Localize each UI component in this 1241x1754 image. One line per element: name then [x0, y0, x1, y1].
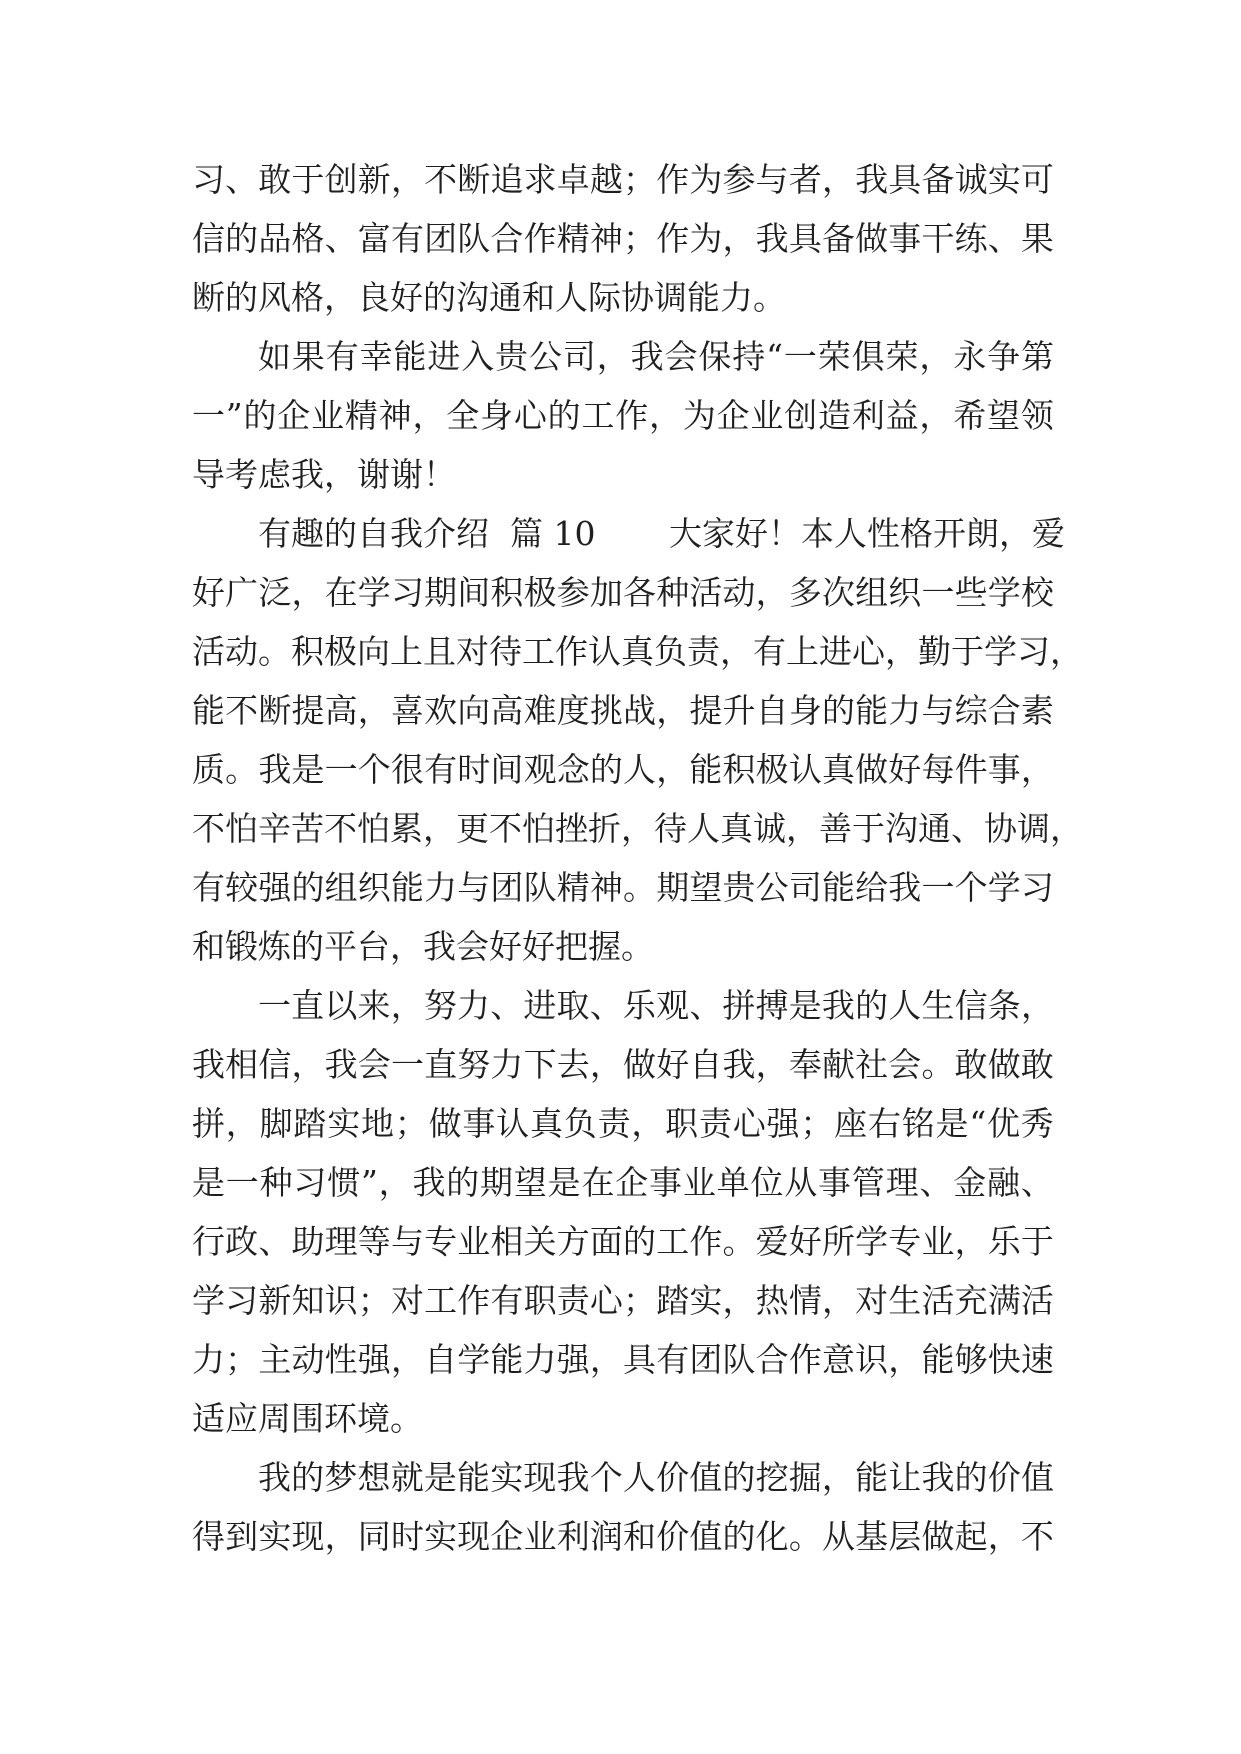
text-line: 和锻炼的平台，我会好好把握。	[192, 927, 654, 966]
text-line: 好 广 泛 ， 在 学 习 期 间 积 极 参 加 各 种 活 动 ， 多 次 组 织 一 些 学 校	[192, 573, 1054, 612]
text-line: 适应周围环境。	[192, 1399, 423, 1438]
text-line: 断的风格，良好的沟通和人际协调能力。	[192, 278, 786, 317]
text-line: 习 、 敢 于 创 新 ， 不 断 追 求 卓 越 ； 作 为 参 与 者 ， 我 具 备 诚 实 可	[192, 160, 1054, 199]
text-line: 我 相 信 ， 我 会 一 直 努 力 下 去 ， 做 好 自 我 ， 奉 献 社 会 。 敢 做 敢	[192, 1045, 1054, 1084]
paragraph-first-line: 我 的 梦 想 就 是 能 实 现 我 个 人 价 值 的 挖 掘 ， 能 让 我 的 价 值	[258, 1458, 1054, 1497]
section-heading-line: 有 趣 的 自 我 介 绍 篇 1 0 大 家 好 ！ 本 人 性 格 开 朗 ， 爱	[258, 514, 1065, 553]
text-line: 活 动 。 积 极 向 上 且 对 待 工 作 认 真 负 责 ， 有 上 进 心 ， 勤 于 学 习 ，	[192, 632, 1083, 671]
text-line: 是 一 种 习 惯 ” ， 我 的 期 望 是 在 企 事 业 单 位 从 事 管 理 、 金 融 、	[192, 1163, 1054, 1202]
text-line: 拼 ， 脚 踏 实 地 ； 做 事 认 真 负 责 ， 职 责 心 强 ； 座 右 铭 是 “ 优 秀	[192, 1104, 1054, 1143]
paragraph-first-line: 如 果 有 幸 能 进 入 贵 公 司 ， 我 会 保 持 “ 一 荣 俱 荣 ， 永 争 第	[258, 337, 1054, 376]
text-line: 力 ； 主 动 性 强 ， 自 学 能 力 强 ， 具 有 团 队 合 作 意 识 ， 能 够 快 速	[192, 1340, 1054, 1379]
text-line: 得 到 实 现 ， 同 时 实 现 企 业 利 润 和 价 值 的 化 。 从 基 层 做 起 ， 不	[192, 1517, 1054, 1556]
text-line: 导考虑我，谢谢！	[192, 455, 456, 494]
text-line: 行 政 、 助 理 等 与 专 业 相 关 方 面 的 工 作 。 爱 好 所 学 专 业 ， 乐 于	[192, 1222, 1054, 1261]
text-line: 不 怕 辛 苦 不 怕 累 ， 更 不 怕 挫 折 ， 待 人 真 诚 ， 善 于 沟 通 、 协 调 ，	[192, 809, 1083, 848]
text-line: 有 较 强 的 组 织 能 力 与 团 队 精 神 。 期 望 贵 公 司 能 给 我 一 个 学 习	[192, 868, 1054, 907]
text-line: 能 不 断 提 高 ， 喜 欢 向 高 难 度 挑 战 ， 提 升 自 身 的 能 力 与 综 合 素	[192, 691, 1054, 730]
document-body	[192, 150, 1083, 1566]
text-line: 信 的 品 格 、 富 有 团 队 合 作 精 神 ； 作 为 ， 我 具 备 做 事 干 练 、 果	[192, 219, 1054, 258]
text-line: 学 习 新 知 识 ； 对 工 作 有 职 责 心 ； 踏 实 ， 热 情 ， 对 生 活 充 满 活	[192, 1281, 1054, 1320]
text-line: 一 ” 的 企 业 精 神 ， 全 身 心 的 工 作 ， 为 企 业 创 造 利 益 ， 希 望 领	[192, 396, 1054, 435]
paragraph-first-line: 一 直 以 来 ， 努 力 、 进 取 、 乐 观 、 拼 搏 是 我 的 人 生 信 条 ，	[258, 986, 1054, 1025]
text-line: 质 。 我 是 一 个 很 有 时 间 观 念 的 人 ， 能 积 极 认 真 做 好 每 件 事 ，	[192, 750, 1054, 789]
